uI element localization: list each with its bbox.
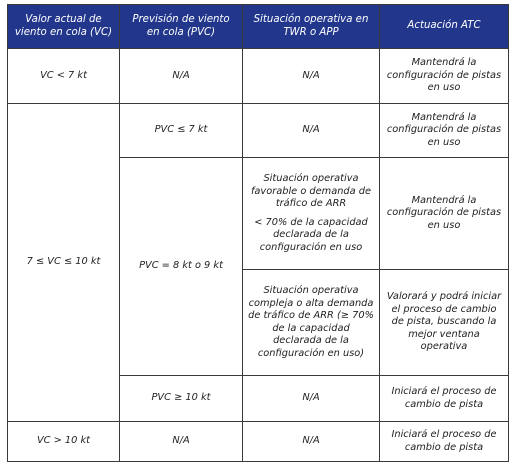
header-vc: Valor actual de viento en cola (VC): [8, 5, 120, 49]
cell-situacion: Situación operativa compleja o alta demanda de tráfico de ARR (≥ 70% de la capacidad declarada de la configuración en uso): [243, 270, 380, 376]
cell-situacion: [243, 158, 380, 270]
cell-situacion: N/A: [243, 104, 380, 158]
table-header-row: [8, 5, 509, 49]
situacion-detail: < 70% de la capacidad declarada de la configuración en uso: [254, 216, 368, 253]
cell-vc-group: 7 ≤ VC ≤ 10 kt: [8, 104, 120, 422]
atc-table-container: [7, 4, 509, 462]
cell-pvc: N/A: [120, 422, 243, 462]
header-pvc: Previsión de viento en cola (PVC): [120, 5, 243, 49]
header-situacion: Situación operativa en TWR o APP: [243, 5, 380, 49]
cell-actuacion: Mantendrá la configuración de pistas en uso: [380, 104, 509, 158]
cell-actuacion: Iniciará el proceso de cambio de pista: [380, 422, 509, 462]
cell-pvc: PVC ≤ 7 kt: [120, 104, 243, 158]
cell-vc: VC > 10 kt: [8, 422, 120, 462]
cell-pvc-group: PVC = 8 kt o 9 kt: [120, 158, 243, 376]
cell-actuacion: Mantendrá la configuración de pistas en uso: [380, 158, 509, 270]
situacion-text: Situación operativa favorable o demanda de tráfico de ARR: [250, 173, 372, 209]
cell-actuacion: Iniciará el proceso de cambio de pista: [380, 376, 509, 422]
cell-situacion: N/A: [243, 49, 380, 104]
cell-actuacion: Mantendrá la configuración de pistas en uso: [380, 49, 509, 104]
cell-vc: VC < 7 kt: [8, 49, 120, 104]
cell-pvc: PVC ≥ 10 kt: [120, 376, 243, 422]
cell-situacion: N/A: [243, 376, 380, 422]
header-actuacion: Actuación ATC: [380, 5, 509, 49]
table-row: [8, 422, 509, 462]
cell-actuacion: Valorará y podrá iniciar el proceso de cambio de pista, buscando la mejor ventana operativa: [380, 270, 509, 376]
table-row: [8, 104, 509, 158]
cell-pvc: N/A: [120, 49, 243, 104]
atc-runway-table: [7, 4, 509, 462]
cell-situacion: N/A: [243, 422, 380, 462]
table-row: [8, 49, 509, 104]
